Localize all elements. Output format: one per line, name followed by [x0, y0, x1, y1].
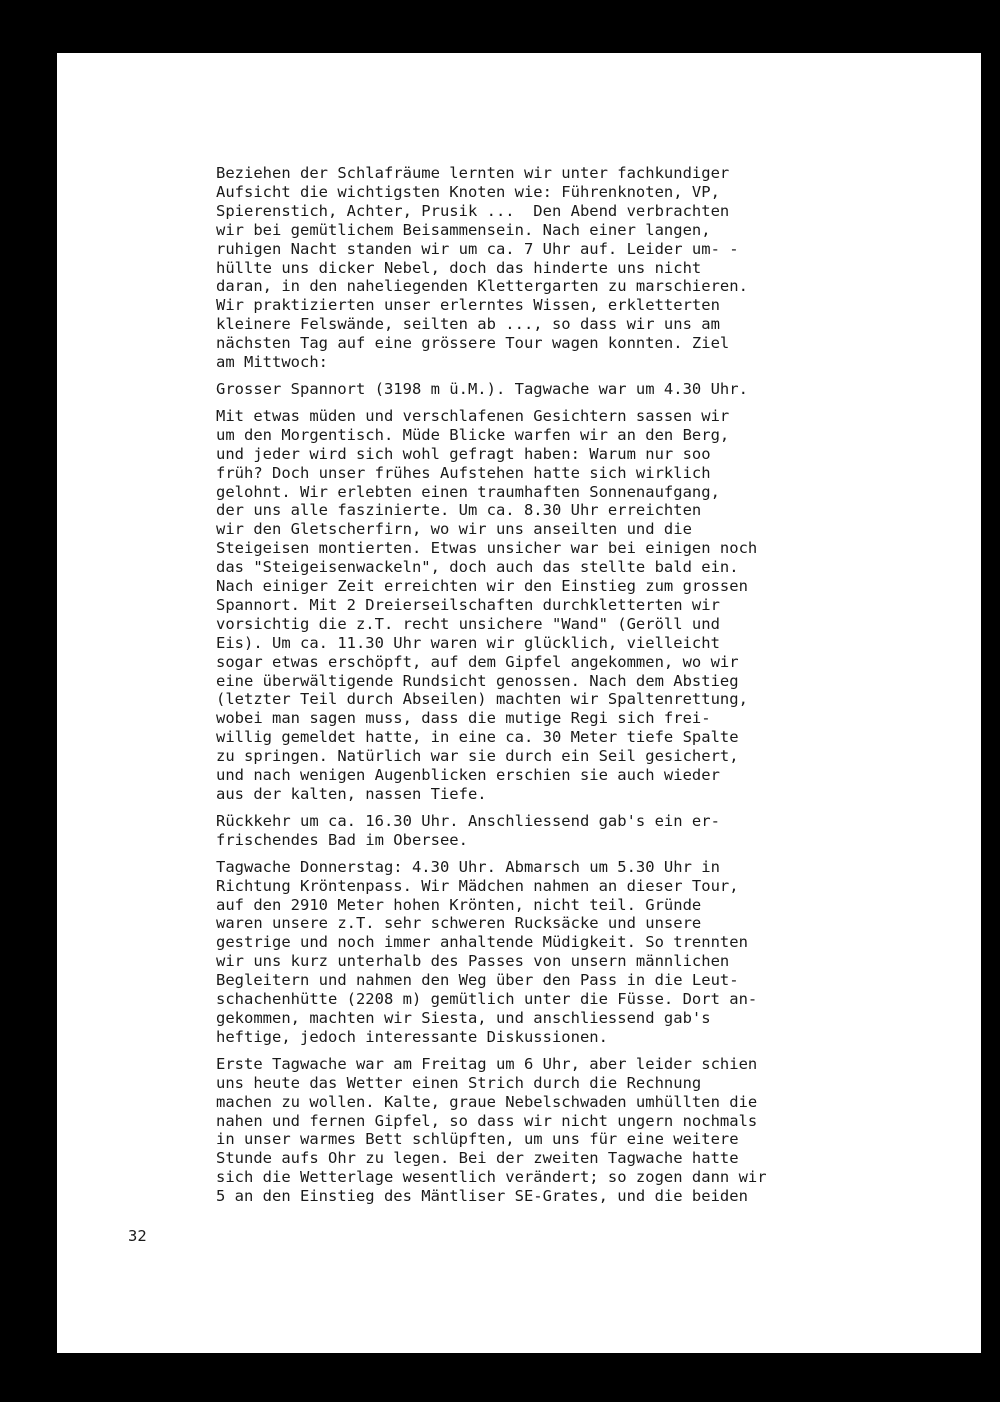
- text-line: willig gemeldet hatte, in eine ca. 30 Meter tiefe Spalte: [216, 728, 739, 747]
- text-line: am Mittwoch:: [216, 353, 328, 372]
- text-line: schachenhütte (2208 m) gemütlich unter die Füsse. Dort an-: [216, 990, 758, 1009]
- text-line: hüllte uns dicker Nebel, doch das hinderte uns nicht: [216, 258, 702, 277]
- document-page: [57, 53, 981, 1353]
- text-line: wobei man sagen muss, dass die mutige Regi sich frei-: [216, 709, 711, 728]
- text-line: nächsten Tag auf eine grössere Tour wagen konnten. Ziel: [216, 334, 730, 353]
- text-line: waren unsere z.T. sehr schweren Rucksäcke und unsere: [216, 914, 702, 933]
- text-line: gelohnt. Wir erlebten einen traumhaften Sonnenaufgang,: [216, 482, 720, 501]
- text-line: in unser warmes Bett schlüpften, um uns für eine weitere: [216, 1130, 739, 1149]
- text-line: Nach einiger Zeit erreichten wir den Einstieg zum grossen: [216, 577, 748, 596]
- text-line: Begleitern und nahmen den Weg über den Pass in die Leut-: [216, 971, 739, 990]
- text-line: frischendes Bad im Obersee.: [216, 830, 468, 849]
- paragraph: [216, 858, 876, 1047]
- text-line: wir uns kurz unterhalb des Passes von unsern männlichen: [216, 952, 730, 971]
- text-line: heftige, jedoch interessante Diskussionen.: [216, 1027, 608, 1046]
- text-line: nahen und fernen Gipfel, so dass wir nicht ungern nochmals: [216, 1111, 758, 1130]
- text-line: Stunde aufs Ohr zu legen. Bei der zweiten Tagwache hatte: [216, 1149, 739, 1168]
- text-line: sogar etwas erschöpft, auf dem Gipfel angekommen, wo wir: [216, 652, 739, 671]
- text-line: ruhigen Nacht standen wir um ca. 7 Uhr auf. Leider um- -: [216, 239, 739, 258]
- text-line: und nach wenigen Augenblicken erschien sie auch wieder: [216, 766, 720, 785]
- text-line: und jeder wird sich wohl gefragt haben: Warum nur soo: [216, 444, 711, 463]
- text-line: Aufsicht die wichtigsten Knoten wie: Führenknoten, VP,: [216, 182, 720, 201]
- text-line: eine überwältigende Rundsicht genossen. Nach dem Abstieg: [216, 671, 739, 690]
- text-line: Rückkehr um ca. 16.30 Uhr. Anschliessend gab's ein er-: [216, 811, 720, 830]
- paragraph: [216, 407, 876, 804]
- text-line: auf den 2910 Meter hohen Krönten, nicht teil. Gründe: [216, 895, 702, 914]
- text-line: sich die Wetterlage wesentlich verändert; so zogen dann wir: [216, 1168, 767, 1187]
- text-line: (letzter Teil durch Abseilen) machten wir Spaltenrettung,: [216, 690, 748, 709]
- text-line: kleinere Felswände, seilten ab ..., so dass wir uns am: [216, 315, 720, 334]
- text-line: der uns alle faszinierte. Um ca. 8.30 Uhr erreichten: [216, 501, 702, 520]
- text-line: Spierenstich, Achter, Prusik ... Den Abend verbrachten: [216, 201, 730, 220]
- text-line: gekommen, machten wir Siesta, und anschliessend gab's: [216, 1008, 711, 1027]
- text-line: Grosser Spannort (3198 m ü.M.). Tagwache war um 4.30 Uhr.: [216, 379, 748, 398]
- paragraph: [216, 812, 876, 850]
- text-line: wir den Gletscherfirn, wo wir uns anseilten und die: [216, 520, 692, 539]
- text-line: Steigeisen montierten. Etwas unsicher war bei einigen noch: [216, 539, 758, 558]
- paragraph: [216, 380, 876, 399]
- text-line: uns heute das Wetter einen Strich durch die Rechnung: [216, 1073, 702, 1092]
- text-line: zu springen. Natürlich war sie durch ein Seil gesichert,: [216, 747, 739, 766]
- body-text: [216, 164, 876, 1214]
- text-line: machen zu wollen. Kalte, graue Nebelschwaden umhüllten die: [216, 1092, 758, 1111]
- text-line: Tagwache Donnerstag: 4.30 Uhr. Abmarsch um 5.30 Uhr in: [216, 857, 720, 876]
- text-line: das "Steigeisenwackeln", doch auch das stellte bald ein.: [216, 558, 739, 577]
- text-line: gestrige und noch immer anhaltende Müdigkeit. So trennten: [216, 933, 748, 952]
- text-line: Spannort. Mit 2 Dreierseilschaften durchkletterten wir: [216, 595, 720, 614]
- page-number: 32: [128, 1227, 147, 1245]
- text-line: Richtung Kröntenpass. Wir Mädchen nahmen an dieser Tour,: [216, 876, 739, 895]
- text-line: Mit etwas müden und verschlafenen Gesichtern sassen wir: [216, 406, 730, 425]
- text-line: Beziehen der Schlafräume lernten wir unter fachkundiger: [216, 164, 730, 182]
- paragraph: [216, 164, 876, 372]
- text-line: Eis). Um ca. 11.30 Uhr waren wir glücklich, vielleicht: [216, 633, 720, 652]
- text-line: Erste Tagwache war am Freitag um 6 Uhr, aber leider schien: [216, 1054, 758, 1073]
- text-line: vorsichtig die z.T. recht unsichere "Wand" (Geröll und: [216, 614, 720, 633]
- text-line: früh? Doch unser frühes Aufstehen hatte sich wirklich: [216, 463, 711, 482]
- text-line: Wir praktizierten unser erlerntes Wissen, erkletterten: [216, 296, 720, 315]
- text-line: wir bei gemütlichem Beisammensein. Nach einer langen,: [216, 220, 711, 239]
- paragraph: [216, 1055, 876, 1206]
- text-line: 5 an den Einstieg des Mäntliser SE-Grates, und die beiden: [216, 1187, 748, 1206]
- text-line: daran, in den naheliegenden Klettergarten zu marschieren.: [216, 277, 748, 296]
- text-line: aus der kalten, nassen Tiefe.: [216, 785, 487, 803]
- text-line: um den Morgentisch. Müde Blicke warfen wir an den Berg,: [216, 425, 730, 444]
